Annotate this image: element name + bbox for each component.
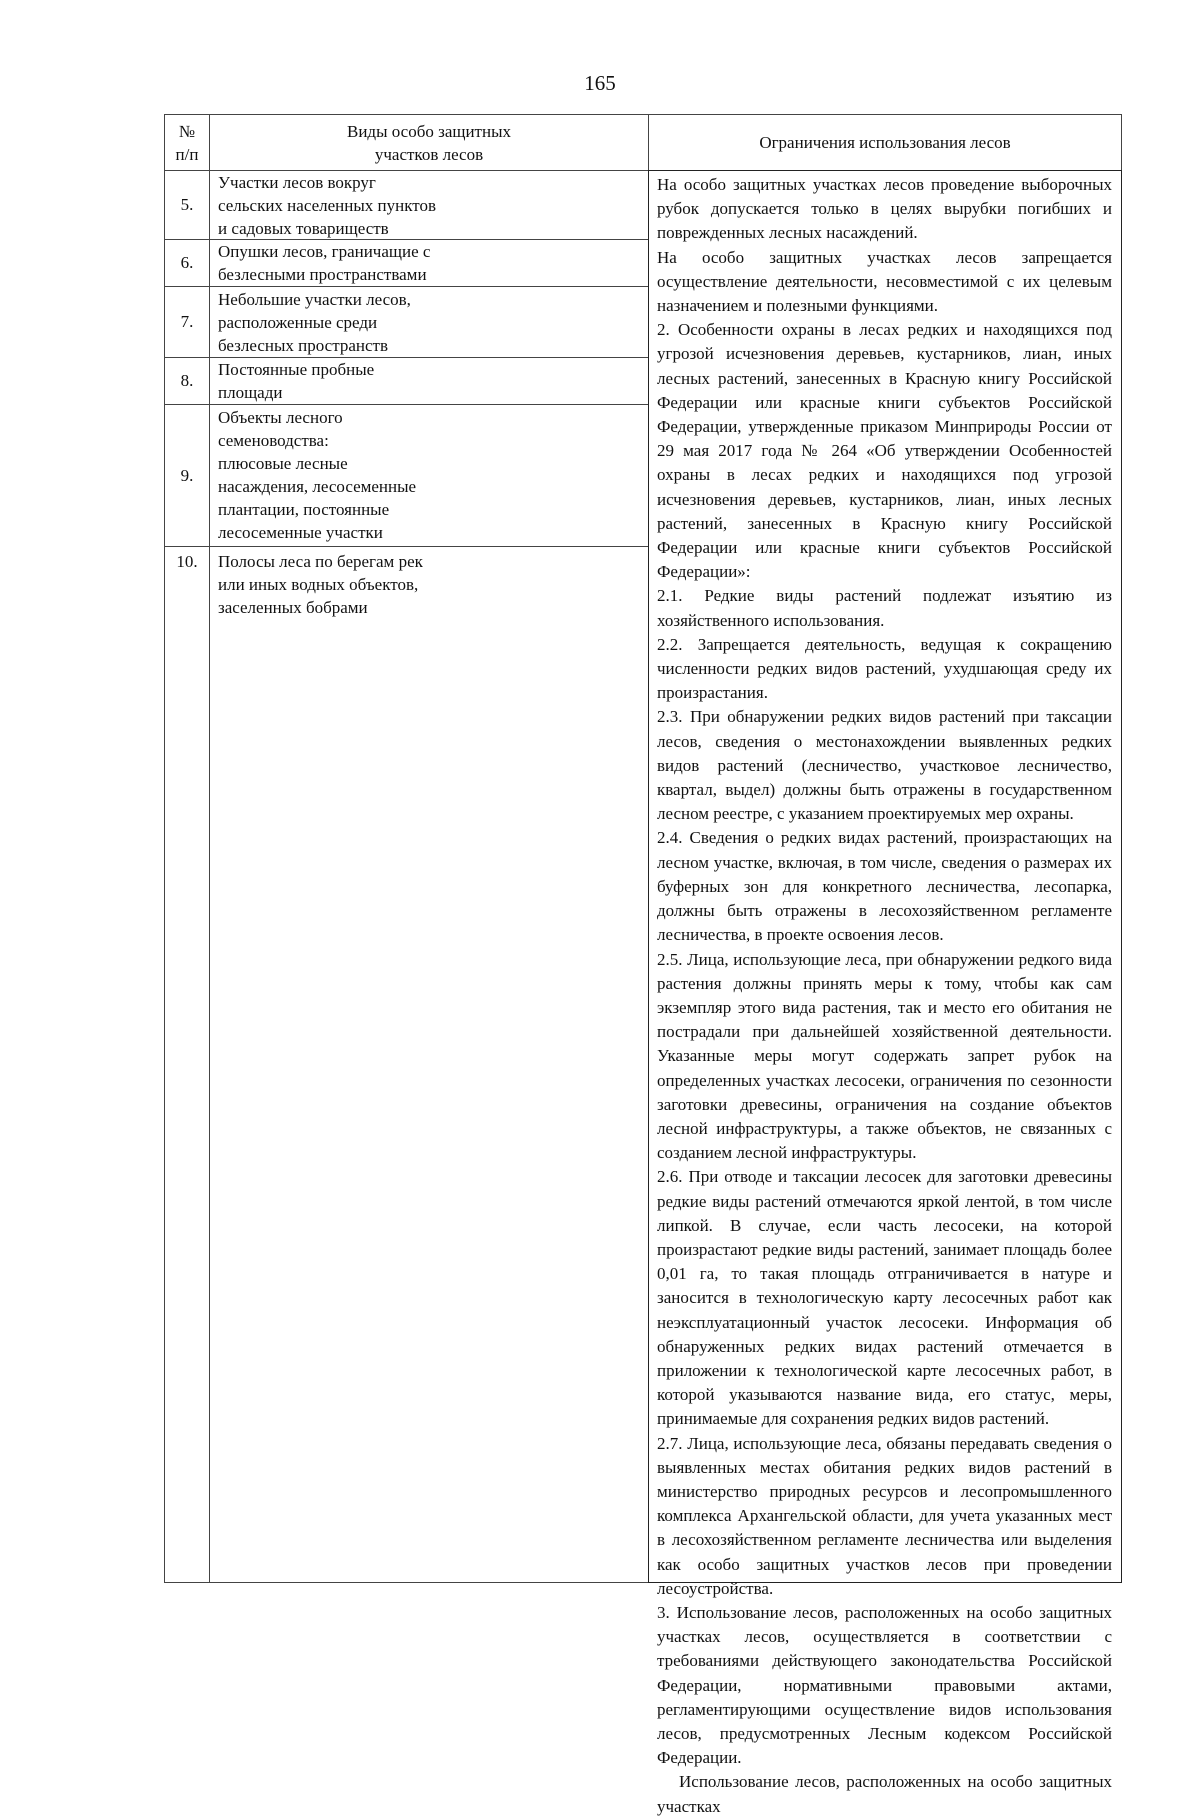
header-restrictions-label: Ограничения использования лесов <box>759 133 1011 152</box>
row-kind <box>209 357 649 405</box>
restriction-paragraph: 3. Использование лесов, расположенных на особо защитных участках лесов, осуществляется в соответствии с требованиями действующего законодательства Российской Федерации, нормативными правовыми актами, регламентирующими осуществление видов использования лесов, предусмотренных Лесным кодексом Российской Федерации. <box>657 1602 1112 1768</box>
row-kind <box>209 546 649 1583</box>
restriction-paragraph: 2.1. Редкие виды растений подлежат изъятию из хозяйственного использования. <box>657 586 1112 630</box>
row-num: 7. <box>164 286 210 358</box>
restrictions-table <box>164 114 1122 1816</box>
row-kind-line: Небольшие участки лесов, <box>218 290 411 309</box>
restriction-paragraph: 2.6. При отводе и таксации лесосек для заготовки древесины редкие виды растений отмечаются яркой лентой, в том числе липкой. В случае, если часть лесосеки, на которой произрастают редкие виды растений, занимает площадь более 0,01 га, то такая площадь отграничивается в натуре и заносится в технологическую карту лесосечных работ как неэксплуатационный участок лесосеки. Информация об обнаруженных редких видах растений отмечается в приложении к технологической карте лесосечных работ, в которой указываются название вида, его статус, меры, принимаемые для сохранения редких видов растений. <box>657 1167 1112 1429</box>
row-kind-line: площади <box>218 383 283 402</box>
row-kind <box>209 239 649 287</box>
row-kind-line: безлесными пространствами <box>218 265 427 284</box>
row-kind-line: семеноводства: <box>218 431 329 450</box>
row-kind-line: заселенных бобрами <box>218 598 368 617</box>
restriction-paragraph: 2. Особенности охраны в лесах редких и находящихся под угрозой исчезновения деревьев, кустарников, лиан, иных лесных растений, занесенных в Красную книгу Российской Федерации или красные книги субъектов Российской Федерации, утвержденные приказом Минприроды России от 29 мая 2017 года № 264 «Об утверждении Особенностей охраны в лесах редких и находящихся под угрозой исчезновения деревьев, кустарников, лиан, иных лесных растений, занесенных в Красную книгу Российской Федерации или красные книги субъектов Российской Федерации»: <box>657 320 1112 582</box>
restriction-paragraph: Использование лесов, расположенных на особо защитных участках <box>657 1772 1112 1816</box>
row-kind-line: Опушки лесов, граничащие с <box>218 242 431 261</box>
row-kind-line: Участки лесов вокруг <box>218 173 376 192</box>
row-kind-line: Объекты лесного <box>218 408 343 427</box>
restriction-paragraph: 2.7. Лица, использующие леса, обязаны передавать сведения о выявленных местах обитания редких видов растений в министерство природных ресурсов и лесопромышленного комплекса Архангельской области, для учета указанных мест в лесохозяйственном регламенте лесничества или выделения как особо защитных участков лесов при проведении лесоустройства. <box>657 1433 1112 1598</box>
restriction-paragraph: 2.5. Лица, использующие леса, при обнаружении редкого вида растения должны принять меры к тому, чтобы как сам экземпляр этого вида растения, так и место его обитания не пострадали при дальнейшей хозяйственной деятельности. Указанные меры могут содержать запрет рубок на определенных участках лесосеки, ограничения по сезонности заготовки древесины, ограничения на создание объектов лесной инфраструктуры, а также объектов, не связанных с созданием лесной инфраструктуры. <box>657 949 1112 1163</box>
row-kind <box>209 170 649 240</box>
row-num: 6. <box>164 239 210 287</box>
row-kind <box>209 286 649 358</box>
header-num <box>164 114 210 171</box>
restrictions-cell <box>648 170 1122 1816</box>
header-num-label: № п/п <box>175 121 199 164</box>
row-kind-line: Постоянные пробные <box>218 360 375 379</box>
restriction-paragraph: 2.3. При обнаружении редких видов растений при таксации лесов, сведения о местонахождении выявленных редких видов растений (лесничество, участковое лесничество, квартал, выдел) должны быть отражены в государственном лесном реестре, с указанием проектируемых мер охраны. <box>657 707 1112 824</box>
row-kind-line: безлесных пространств <box>218 336 389 355</box>
restriction-paragraph: На особо защитных участках лесов запрещается осуществление деятельности, несовместимой с их целевым назначением и полезными функциями. <box>657 247 1112 316</box>
restriction-paragraph: 2.4. Сведения о редких видах растений, произрастающих на лесном участке, включая, в том числе, сведения о размерах их буферных зон для конкретного лесничества, лесопарка, должны быть отражены в лесохозяйственном регламенте лесничества, в проекте освоения лесов. <box>657 828 1112 945</box>
row-kind-line: расположенные среди <box>218 313 378 332</box>
row-num: 9. <box>164 404 210 547</box>
row-kind-line: и садовых товариществ <box>218 219 389 238</box>
row-kind-line: плантации, постоянные <box>218 500 390 519</box>
row-num: 10. <box>164 546 210 1583</box>
row-kind-line: или иных водных объектов, <box>218 575 419 594</box>
row-num: 5. <box>164 170 210 240</box>
row-kind-line: лесосеменные участки <box>218 523 383 542</box>
header-kind <box>209 114 649 171</box>
row-kind-line: Полосы леса по берегам рек <box>218 552 423 571</box>
row-kind <box>209 404 649 547</box>
header-restrictions <box>648 114 1122 171</box>
restriction-paragraph: 2.2. Запрещается деятельность, ведущая к сокращению численности редких видов растений, ухудшающая среду их произрастания. <box>657 634 1112 703</box>
row-kind-line: сельских населенных пунктов <box>218 196 436 215</box>
page-number: 165 <box>584 71 616 95</box>
row-kind-line: насаждения, лесосеменные <box>218 477 417 496</box>
restriction-paragraph: На особо защитных участках лесов проведение выборочных рубок допускается только в целях вырубки погибших и поврежденных лесных насаждений. <box>657 175 1112 243</box>
row-num: 8. <box>164 357 210 405</box>
header-kind-label: Виды особо защитных участков лесов <box>346 121 512 164</box>
row-kind-line: плюсовые лесные <box>218 454 348 473</box>
